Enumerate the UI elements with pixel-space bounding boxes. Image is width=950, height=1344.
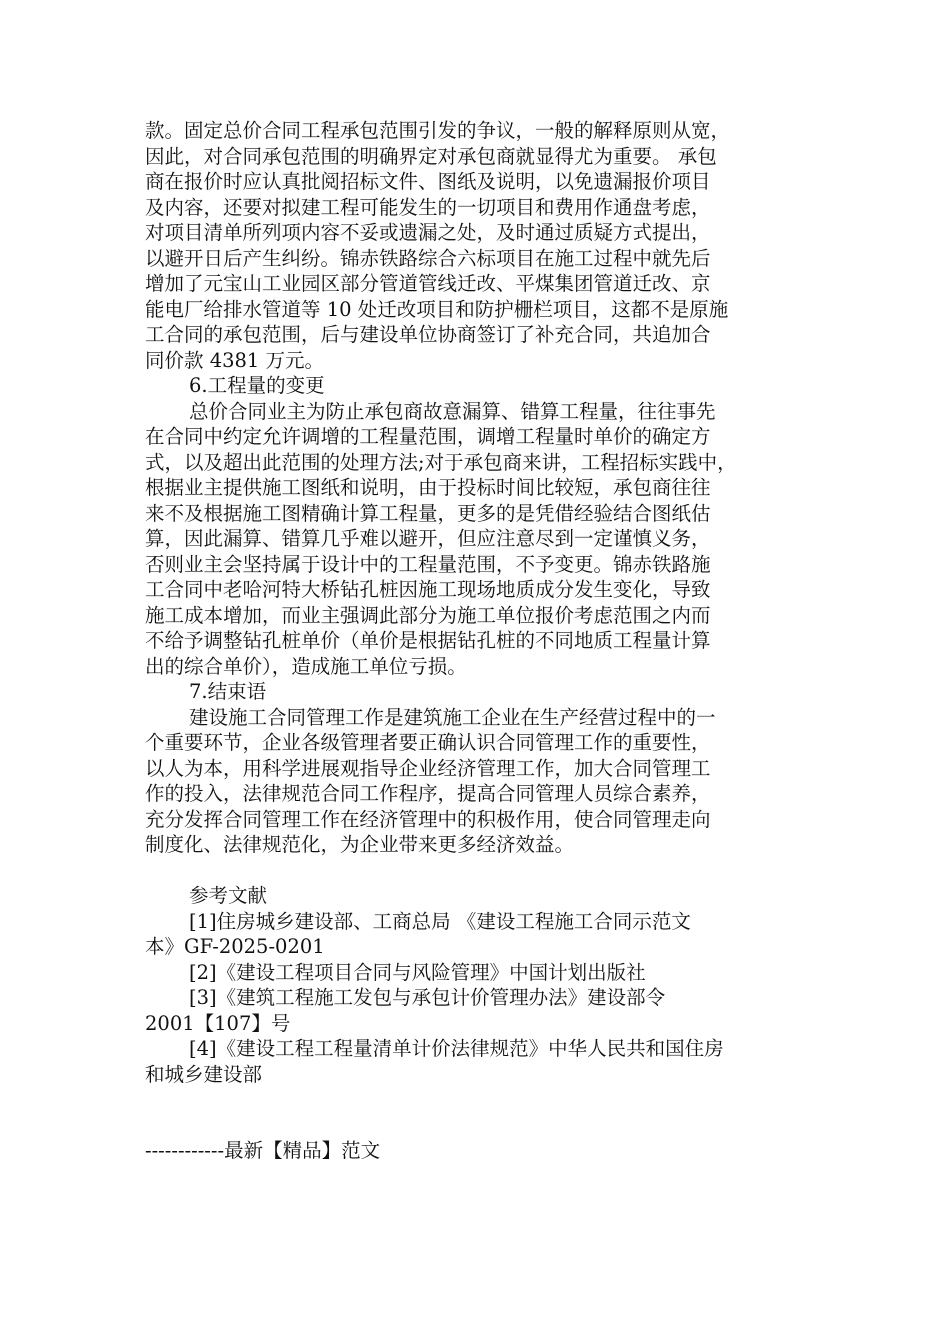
text-line: 工合同的承包范围，后与建设单位协商签订了补充合同，共追加合 xyxy=(145,323,711,346)
reference-item xyxy=(145,985,810,1036)
text-line: 式，以及超出此范围的处理方法;对于承包商来讲，工程招标实践中， xyxy=(145,450,737,474)
text-line: 以避开日后产生纠纷。锦赤铁路综合六标项目在施工过程中就先后 xyxy=(145,246,711,270)
text-line: 作的投入，法律规范合同工作程序，提高合同管理人员综合素养， xyxy=(145,782,711,805)
spacer xyxy=(145,858,810,884)
reference-line: 和城乡建设部 xyxy=(145,1062,263,1086)
footer-note: ------------最新【精品】范文 xyxy=(145,1139,381,1162)
reference-line: [1]住房城乡建设部、工商总局 《建设工程施工合同示范文 xyxy=(189,909,691,933)
paragraph-quantity-change xyxy=(145,399,810,680)
reference-item xyxy=(145,1036,810,1087)
section-heading-6: 6.工程量的变更 xyxy=(189,374,325,397)
reference-line: 2001【107】号 xyxy=(145,1011,291,1035)
paragraph-conclusion xyxy=(145,705,810,858)
text-line: 不给予调整钻孔桩单价（单价是根据钻孔桩的不同地质工程量计算 xyxy=(145,629,711,652)
text-line: 充分发挥合同管理工作在经济管理中的积极作用，使合同管理走向 xyxy=(145,807,711,831)
text-line: 及内容，还要对拟建工程可能发生的一切项目和费用作通盘考虑， xyxy=(145,195,711,219)
text-line: 工合同中老哈河特大桥钻孔桩因施工现场地质成分发生变化，导致 xyxy=(145,578,711,601)
text-line: 建设施工合同管理工作是建筑施工企业在生产经营过程中的一 xyxy=(189,705,716,729)
text-line: 根据业主提供施工图纸和说明，由于投标时间比较短，承包商往往 xyxy=(145,476,711,499)
paragraph-contract-scope xyxy=(145,118,810,373)
text-line: 款。固定总价合同工程承包范围引发的争议，一般的解释原则从宽， xyxy=(145,119,731,142)
text-line: 总价合同业主为防止承包商故意漏算、错算工程量，往往事先 xyxy=(189,399,716,423)
document-page xyxy=(145,118,810,1164)
text-line: 对项目清单所列项内容不妥或遗漏之处，及时通过质疑方式提出， xyxy=(145,221,711,244)
reference-line: 本》GF-2025-0201 xyxy=(145,935,325,958)
text-line: 个重要环节，企业各级管理者要正确认识合同管理工作的重要性， xyxy=(145,731,711,754)
text-line: 制度化、法律规范化，为企业带来更多经济效益。 xyxy=(145,833,575,856)
text-line: 施工成本增加，而业主强调此部分为施工单位报价考虑范围之内而 xyxy=(145,603,711,627)
text-line: 来不及根据施工图精确计算工程量，更多的是凭借经验结合图纸估 xyxy=(145,501,711,525)
references-title: 参考文献 xyxy=(189,884,268,907)
text-line: 算，因此漏算、错算几乎难以避开，但应注意尽到一定谨慎义务， xyxy=(145,527,711,550)
text-line: 能电厂给排水管道等 10 处迁改项目和防护栅栏项目，这都不是原施 xyxy=(145,297,729,321)
text-line: 同价款 4381 万元。 xyxy=(145,348,325,372)
text-line: 因此，对合同承包范围的明确界定对承包商就显得尤为重要。 承包 xyxy=(145,144,717,168)
reference-item xyxy=(145,960,810,986)
references-section xyxy=(145,883,810,1087)
text-line: 商在报价时应认真批阅招标文件、图纸及说明，以免遗漏报价项目 xyxy=(145,170,711,193)
reference-item xyxy=(145,909,810,960)
reference-line: [4]《建设工程工程量清单计价法律规范》中华人民共和国住房 xyxy=(189,1037,724,1060)
text-line: 否则业主会坚持属于设计中的工程量范围，不予变更。锦赤铁路施 xyxy=(145,552,711,576)
text-line: 出的综合单价），造成施工单位亏损。 xyxy=(145,654,467,678)
section-heading-7: 7.结束语 xyxy=(189,680,267,703)
text-line: 在合同中约定允许调增的工程量范围，调增工程量时单价的确定方 xyxy=(145,425,711,448)
text-line: 以人为本，用科学进展观指导企业经济管理工作，加大合同管理工 xyxy=(145,756,711,780)
text-line: 增加了元宝山工业园区部分管道管线迁改、平煤集团管道迁改、京 xyxy=(145,272,711,295)
reference-line: [3]《建筑工程施工发包与承包计价管理办法》建设部令 xyxy=(189,986,666,1009)
spacer xyxy=(145,1087,810,1138)
reference-line: [2]《建设工程项目合同与风险管理》中国计划出版社 xyxy=(189,960,646,984)
